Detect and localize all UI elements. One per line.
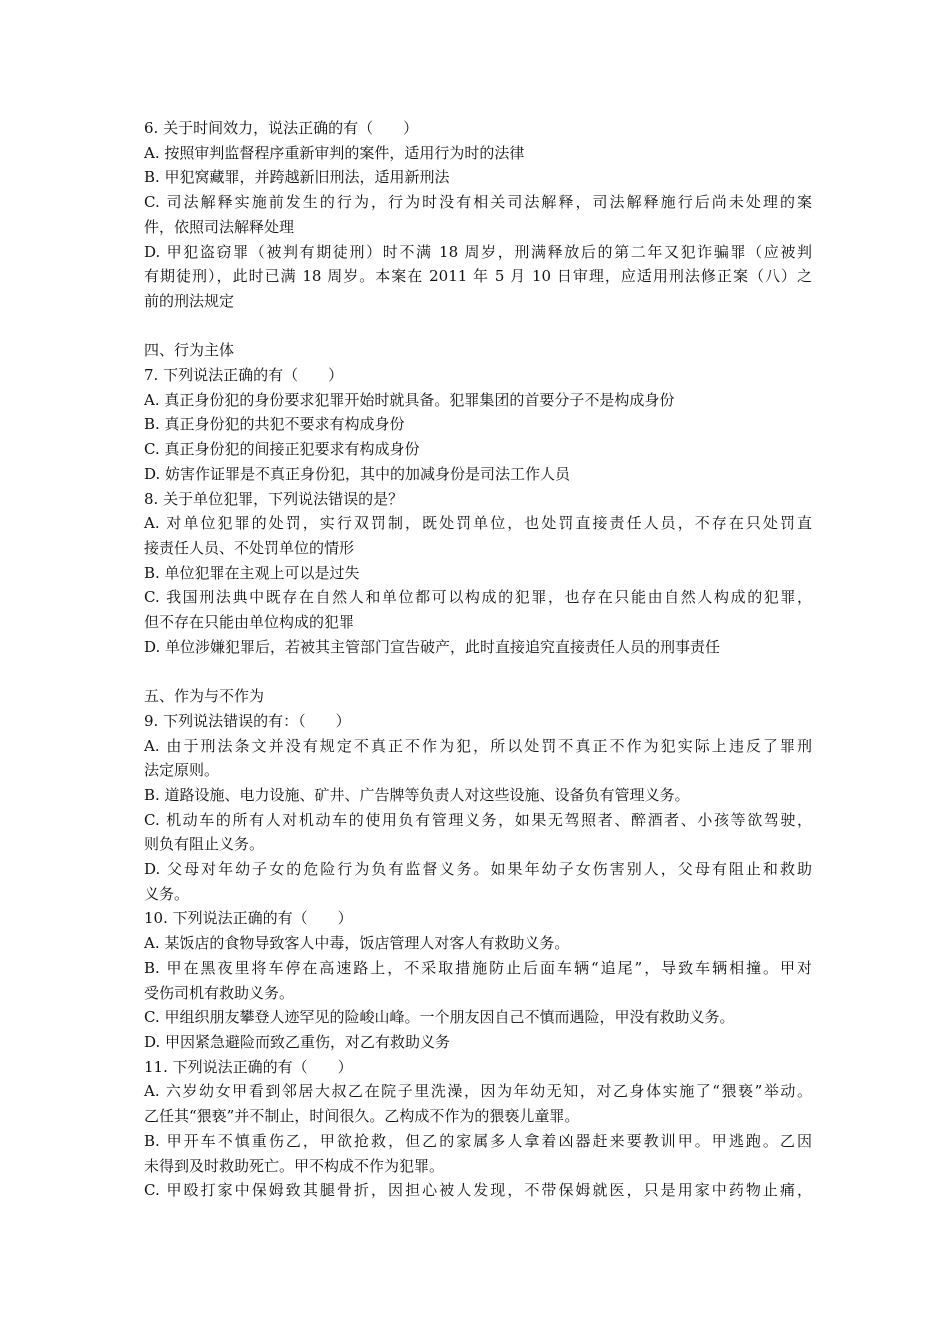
text-line: B. 真正身份犯的共犯不要求有构成身份	[144, 415, 405, 434]
text-line: C. 我国刑法典中既存在自然人和单位都可以构成的犯罪，也存在只能由自然人构成的犯罪，	[144, 588, 812, 607]
text-line: 但不存在只能由单位构成的犯罪	[144, 613, 355, 632]
text-line: 10. 下列说法正确的有（ ）	[144, 909, 353, 928]
text-line: B. 甲在黑夜里将车停在高速路上，不采取措施防止后面车辆“追尾”，导致车辆相撞。甲对	[144, 958, 812, 977]
text-line: B. 甲开车不慎重伤乙，甲欲抢救，但乙的家属多人拿着凶器赶来要教训甲。甲逃跑。乙因	[144, 1131, 812, 1150]
paragraph-gap	[144, 659, 812, 684]
text-line: C. 司法解释实施前发生的行为，行为时没有相关司法解释，司法解释施行后尚未处理的案	[144, 193, 812, 212]
text-line: 五、作为与不作为	[144, 687, 265, 706]
text-line: C. 机动车的所有人对机动车的使用负有管理义务，如果无驾照者、醉酒者、小孩等欲驾驶，	[144, 810, 812, 829]
text-line: D. 单位涉嫌犯罪后，若被其主管部门宣告破产，此时直接追究直接责任人员的刑事责任	[144, 637, 721, 656]
text-line: 四、行为主体	[144, 341, 235, 360]
text-line: A. 真正身份犯的身份要求犯罪开始时就具备。犯罪集团的首要分子不是构成身份	[144, 390, 675, 409]
text-line: B. 道路设施、电力设施、矿井、广告牌等负责人对这些设施、设备负有管理义务。	[144, 785, 690, 804]
paragraph-gap	[144, 314, 812, 339]
text-line: C. 甲殴打家中保姆致其腿骨折，因担心被人发现，不带保姆就医，只是用家中药物止痛，	[144, 1181, 812, 1200]
text-line: 前的刑法规定	[144, 291, 235, 310]
text-line: D. 甲犯盗窃罪（被判有期徒刑）时不满 18 周岁，刑满释放后的第二年又犯诈骗罪（应被判	[144, 242, 812, 261]
text-line: 受伤司机有救助义务。	[144, 983, 295, 1002]
text-line: D. 父母对年幼子女的危险行为负有监督义务。如果年幼子女伤害别人，父母有阻止和救助	[144, 860, 812, 879]
text-line: D. 妨害作证罪是不真正身份犯，其中的加减身份是司法工作人员	[144, 464, 571, 483]
text-line: 法定原则。	[144, 761, 220, 780]
text-line: 有期徒刑），此时已满 18 周岁。本案在 2011 年 5 月 10 日审理，应适用刑法修正案（八）之	[144, 267, 812, 286]
text-line: 8. 关于单位犯罪，下列说法错误的是？	[144, 489, 404, 508]
text-line: 则负有阻止义务。	[144, 835, 265, 854]
text-line: C. 真正身份犯的间接正犯要求有构成身份	[144, 440, 420, 459]
text-line: A. 由于刑法条文并没有规定不真正不作为犯，所以处罚不真正不作为犯实际上违反了罪刑	[144, 736, 812, 755]
text-line: 乙任其“猥亵”并不制止，时间很久。乙构成不作为的猥亵儿童罪。	[144, 1107, 580, 1126]
text-line: A. 某饭店的食物导致客人中毒，饭店管理人对客人有救助义务。	[144, 934, 570, 953]
text-line: A. 六岁幼女甲看到邻居大叔乙在院子里洗澡，因为年幼无知，对乙身体实施了“猥亵”举动。	[144, 1082, 812, 1101]
text-line: A. 对单位犯罪的处罚，实行双罚制，既处罚单位，也处罚直接责任人员，不存在只处罚直	[144, 514, 812, 533]
text-line: 未得到及时救助死亡。甲不构成不作为犯罪。	[144, 1156, 445, 1175]
text-line: 6. 关于时间效力，说法正确的有（ ）	[144, 119, 419, 137]
text-line: D. 甲因紧急避险而致乙重伤，对乙有救助义务	[144, 1032, 451, 1051]
text-line: 接责任人员、不处罚单位的情形	[144, 538, 355, 557]
text-line: 9. 下列说法错误的有：（ ）	[144, 711, 351, 730]
text-line: A. 按照审判监督程序重新审判的案件，适用行为时的法律	[144, 143, 525, 162]
text-line: 件，依照司法解释处理	[144, 217, 295, 236]
text-line: B. 单位犯罪在主观上可以是过失	[144, 563, 360, 582]
text-line: C. 甲组织朋友攀登人迹罕见的险峻山峰。一个朋友因自己不慎而遇险，甲没有救助义务。	[144, 1008, 735, 1027]
text-line: 7. 下列说法正确的有（ ）	[144, 366, 344, 385]
text-line: 义务。	[144, 884, 190, 903]
document-page	[144, 116, 812, 1203]
text-line: 11. 下列说法正确的有（ ）	[144, 1057, 353, 1076]
text-line: B. 甲犯窝藏罪，并跨越新旧刑法，适用新刑法	[144, 168, 450, 187]
